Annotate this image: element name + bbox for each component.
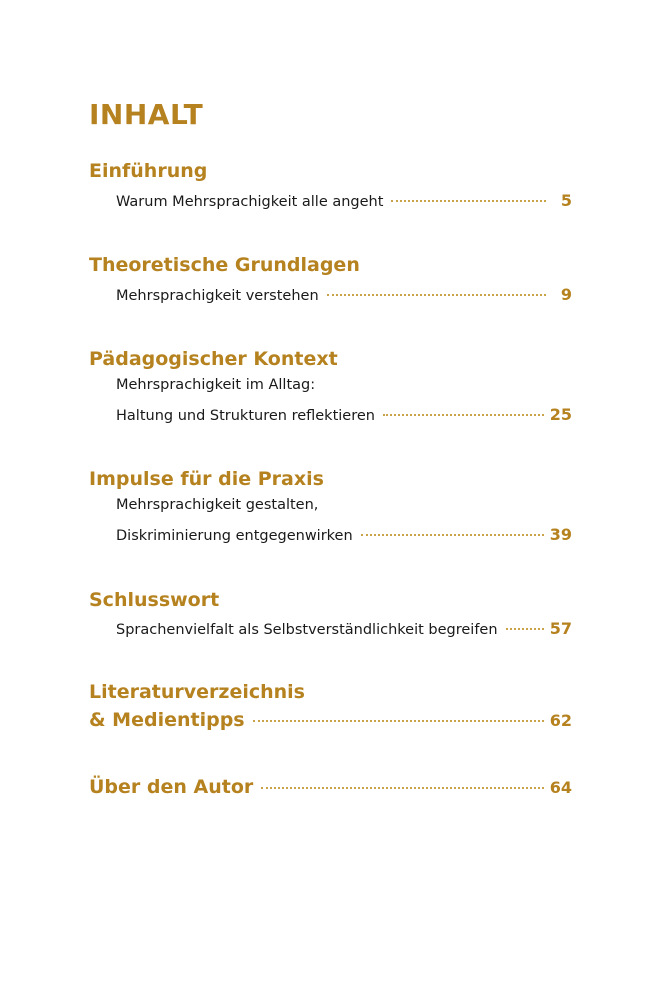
dot-leader: [361, 534, 544, 536]
dot-leader: [383, 414, 544, 416]
section-title-kontext[interactable]: Pädagogischer Kontext: [89, 348, 338, 370]
entry-text: Über den Autor: [89, 776, 254, 798]
entry-text: Sprachenvielfalt als Selbstverständlichkeit begreifen: [116, 622, 498, 638]
section-title-praxis[interactable]: Impulse für die Praxis: [89, 468, 324, 490]
dot-leader: [391, 200, 546, 202]
entry-text: Mehrsprachigkeit verstehen: [116, 288, 319, 304]
page-number: 64: [549, 778, 572, 797]
toc-entry-praxis[interactable]: [116, 525, 572, 544]
toc-entry-kontext-line1: [116, 377, 315, 393]
toc-heading: INHALT: [89, 98, 204, 131]
toc-entry-grundlagen[interactable]: [116, 285, 572, 304]
dot-leader: [261, 787, 543, 789]
section-title-schlusswort[interactable]: Schlusswort: [89, 589, 220, 611]
entry-text: Haltung und Strukturen reflektieren: [116, 408, 375, 424]
toc-entry-literatur[interactable]: [89, 709, 572, 731]
page-number: 9: [560, 285, 572, 304]
entry-text: Mehrsprachigkeit im Alltag:: [116, 377, 316, 393]
page-number: 39: [549, 525, 572, 544]
toc-entry-kontext[interactable]: [116, 405, 572, 424]
toc-entry-einfuehrung[interactable]: [116, 191, 572, 210]
section-title-einfuehrung[interactable]: Einführung: [89, 160, 208, 182]
entry-text: Mehrsprachigkeit gestalten,: [116, 497, 319, 513]
page-number: 57: [549, 619, 572, 638]
page-number: 62: [549, 711, 572, 730]
entry-text: & Medientipps: [89, 709, 245, 731]
section-title-grundlagen[interactable]: Theoretische Grundlagen: [89, 254, 360, 276]
toc-entry-praxis-line1: [116, 497, 318, 513]
page-number: 5: [560, 191, 572, 210]
dot-leader: [327, 294, 546, 296]
toc-entry-autor[interactable]: [89, 776, 572, 798]
entry-text: Warum Mehrsprachigkeit alle angeht: [116, 194, 384, 210]
dot-leader: [253, 720, 544, 722]
dot-leader: [506, 628, 544, 630]
entry-text: Diskriminierung entgegenwirken: [116, 528, 353, 544]
toc-entry-schlusswort[interactable]: [116, 619, 572, 638]
page-number: 25: [549, 405, 572, 424]
section-title-literatur[interactable]: Literaturverzeichnis: [89, 681, 305, 703]
